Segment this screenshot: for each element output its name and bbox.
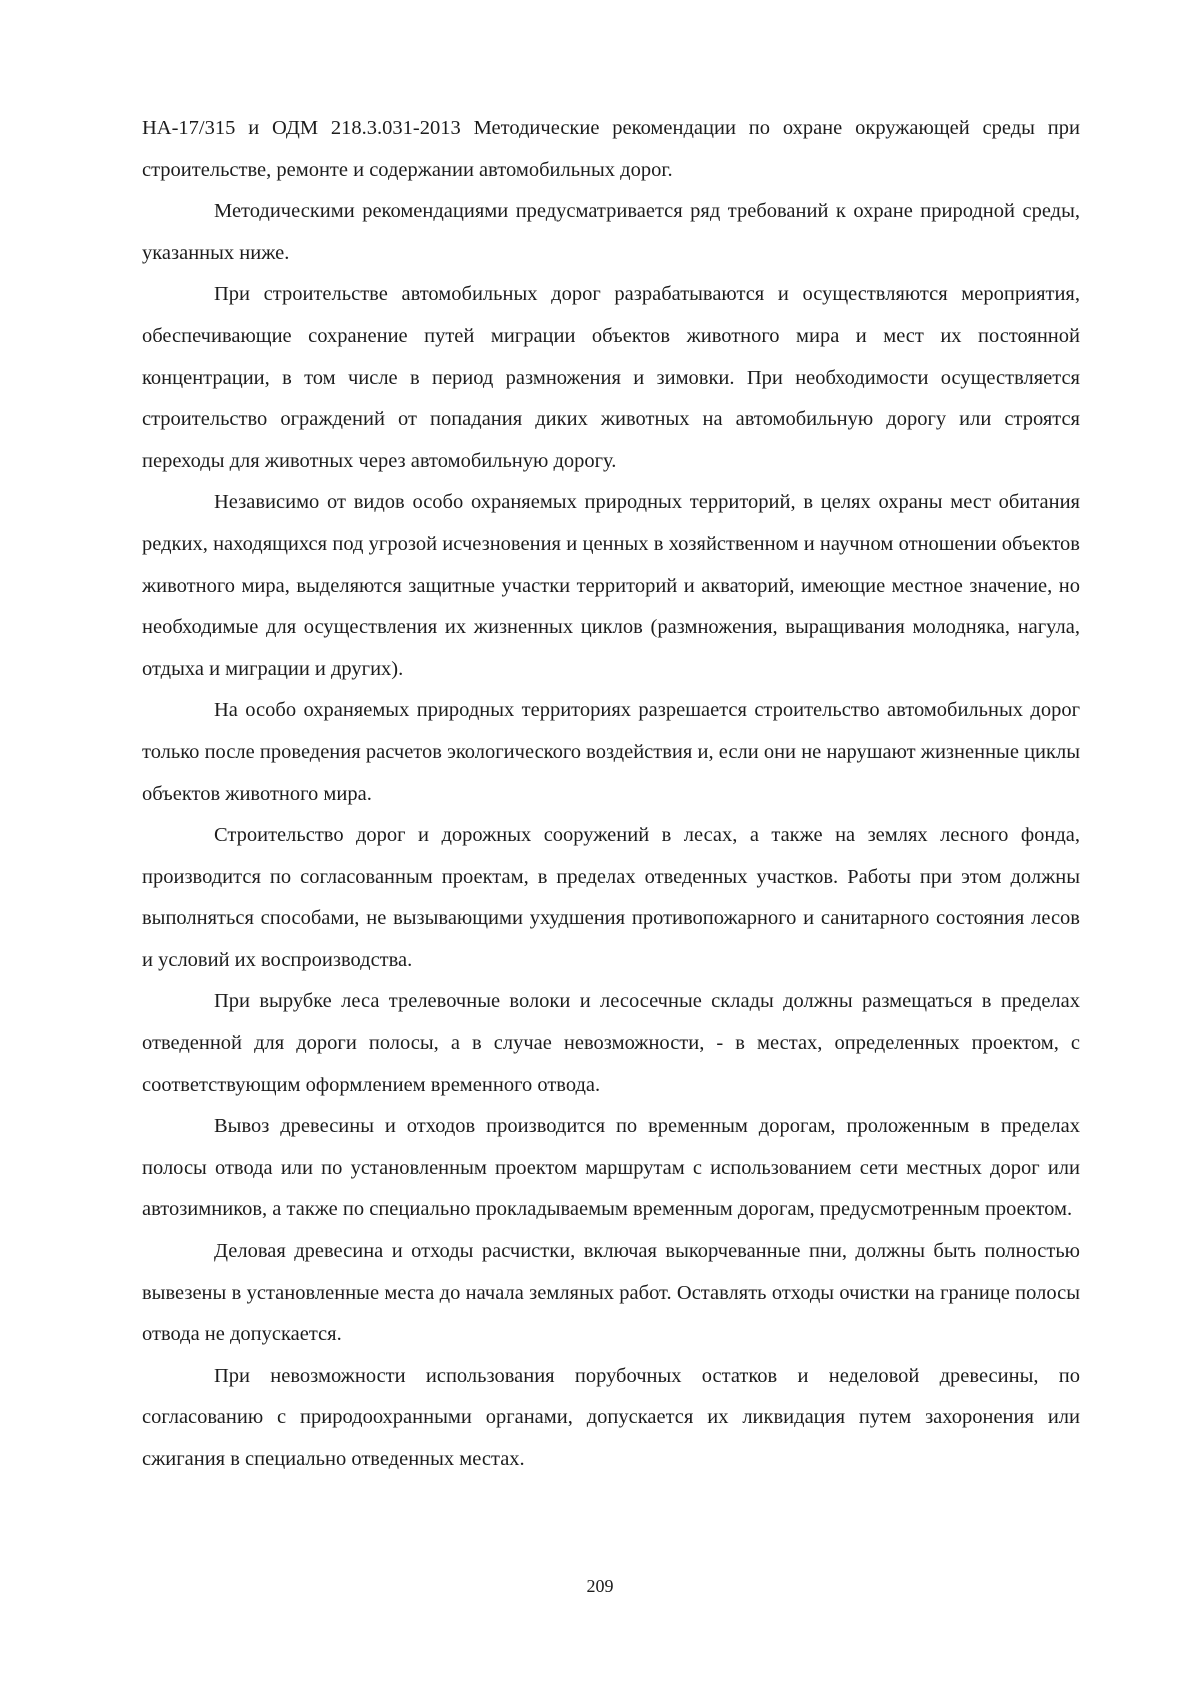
paragraph: Строительство дорог и дорожных сооружений в лесах, а также на землях лесного фонда, производится по согласованным проектам, в пределах отведенных участков. Работы при этом должны выполняться способами, не вызывающими ухудшения противопожарного и санитарного состояния лесов и условий их воспроизводства.: [142, 824, 1080, 971]
document-body: [142, 108, 1080, 1481]
paragraph: НА-17/315 и ОДМ 218.3.031-2013 Методические рекомендации по охране окружающей среды при строительстве, ремонте и содержании автомобильных дорог.: [142, 117, 1080, 181]
paragraph: Деловая древесина и отходы расчистки, включая выкорчеванные пни, должны быть полностью вывезены в установленные места до начала земляных работ. Оставлять отходы очистки на границе полосы отвода не допускается.: [142, 1240, 1080, 1346]
paragraph: Вывоз древесины и отходов производится по временным дорогам, проложенным в пределах полосы отвода или по установленным проектом маршрутам с использованием сети местных дорог или автозимников, а также по специально прокладываемым временным дорогам, предусмотренным проектом.: [142, 1115, 1080, 1221]
page-number: 209: [586, 1576, 614, 1596]
paragraph: На особо охраняемых природных территориях разрешается строительство автомобильных дорог только после проведения расчетов экологического воздействия и, если они не нарушают жизненные циклы объектов животного мира.: [142, 699, 1080, 805]
paragraph: При строительстве автомобильных дорог разрабатываются и осуществляются мероприятия, обеспечивающие сохранение путей миграции объектов животного мира и мест их постоянной концентрации, в том числе в период размножения и зимовки. При необходимости осуществляется строительство ограждений от попадания диких животных на автомобильную дорогу или строятся переходы для животных через автомобильную дорогу.: [142, 283, 1080, 472]
paragraph: При вырубке леса трелевочные волоки и лесосечные склады должны размещаться в пределах отведенной для дороги полосы, а в случае невозможности, - в местах, определенных проектом, с соответствующим оформлением временного отвода.: [142, 990, 1080, 1096]
paragraph: Методическими рекомендациями предусматривается ряд требований к охране природной среды, указанных ниже.: [142, 200, 1080, 264]
paragraph: Независимо от видов особо охраняемых природных территорий, в целях охраны мест обитания редких, находящихся под угрозой исчезновения и ценных в хозяйственном и научном отношении объектов животного мира, выделяются защитные участки территорий и акваторий, имеющие местное значение, но необходимые для осуществления их жизненных циклов (размножения, выращивания молодняка, нагула, отдыха и миграции и других).: [142, 491, 1080, 680]
paragraph: При невозможности использования порубочных остатков и неделовой древесины, по согласованию с природоохранными органами, допускается их ликвидация путем захоронения или сжигания в специально отведенных местах.: [142, 1364, 1080, 1470]
